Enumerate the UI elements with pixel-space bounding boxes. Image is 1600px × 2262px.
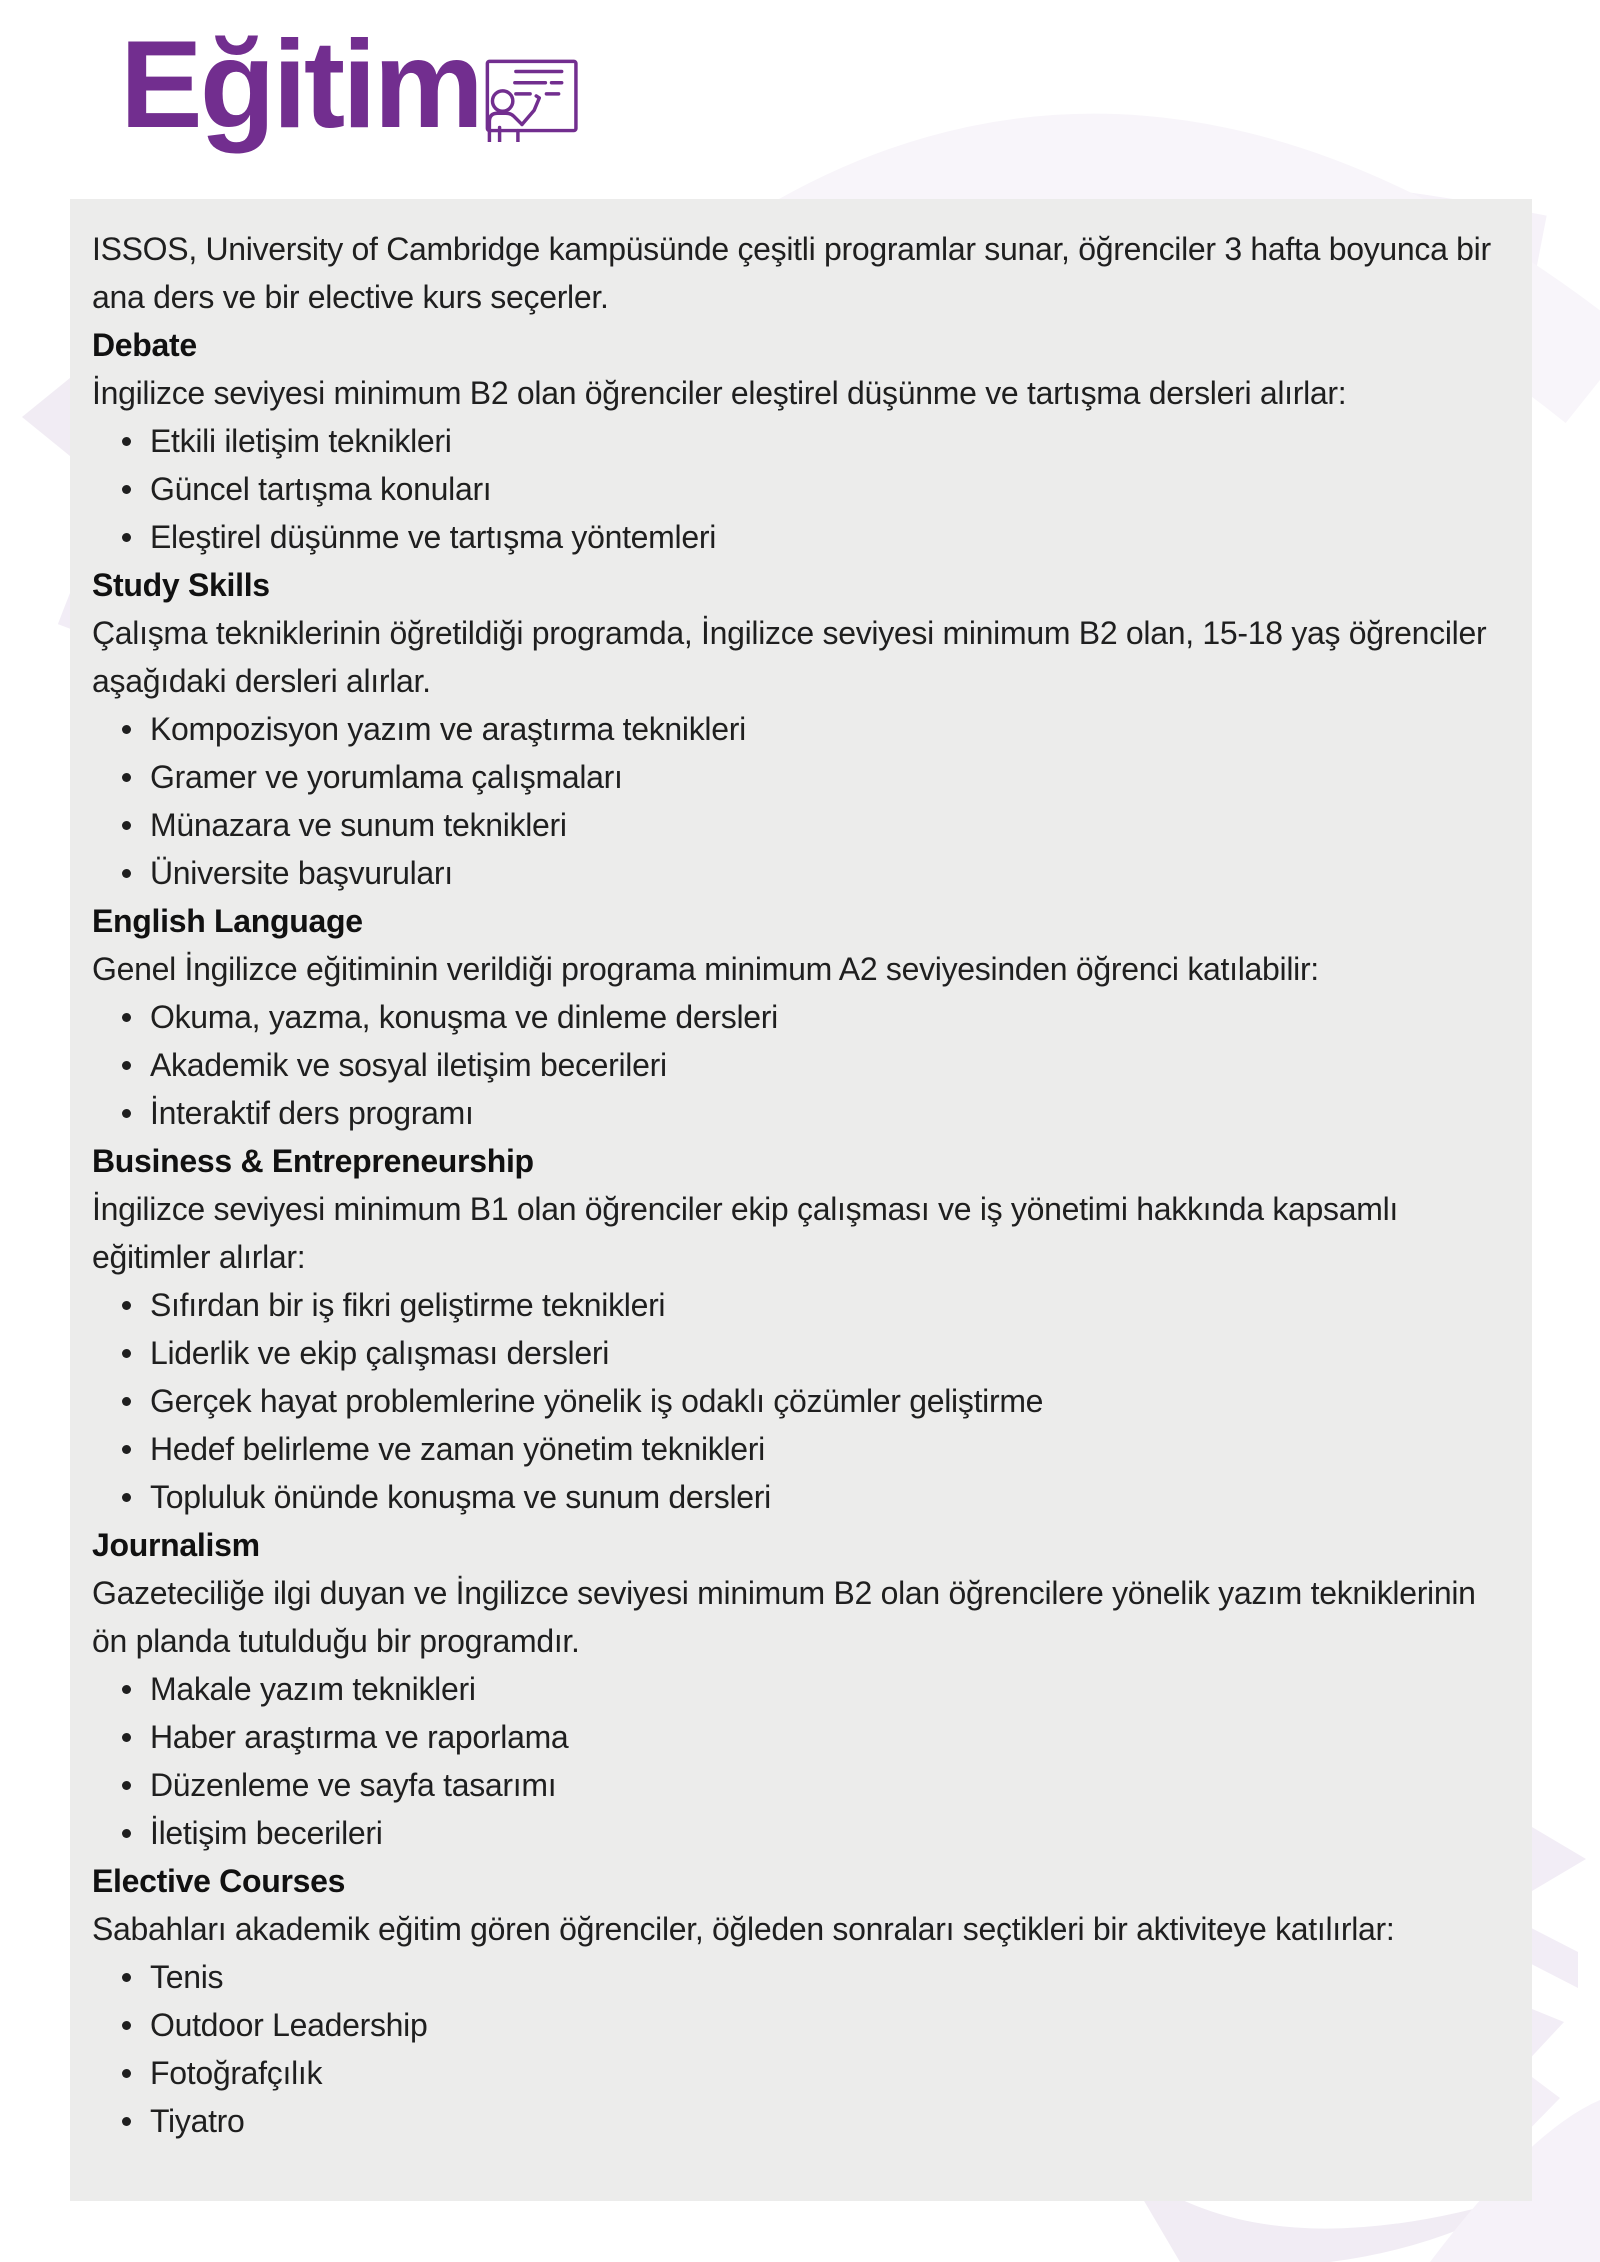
program-section [92, 1521, 1492, 1857]
page-header [0, 0, 1600, 199]
bullet-item: Eleştirel düşünme ve tartışma yöntemleri [92, 513, 1492, 561]
bullet-item: İnteraktif ders programı [92, 1089, 1492, 1137]
bullet-item: Haber araştırma ve raporlama [92, 1713, 1492, 1761]
section-description: İngilizce seviyesi minimum B1 olan öğrenciler ekip çalışması ve iş yönetimi hakkında kapsamlı eğitimler alırlar: [92, 1191, 1398, 1275]
bullet-item: Münazara ve sunum teknikleri [92, 801, 1492, 849]
program-section [92, 897, 1492, 1137]
section-heading: Debate [92, 327, 197, 363]
section-heading: Journalism [92, 1527, 260, 1563]
section-heading: Study Skills [92, 567, 270, 603]
program-section [92, 1137, 1492, 1521]
content-panel [70, 199, 1532, 2201]
bullet-item: Tiyatro [92, 2097, 1492, 2145]
section-bullet-list [92, 705, 1492, 897]
section-bullet-list [92, 1665, 1492, 1857]
intro-paragraph: ISSOS, University of Cambridge kampüsünde çeşitli programlar sunar, öğrenciler 3 hafta boyunca bir ana ders ve bir elective kurs seçerler. [92, 231, 1491, 315]
section-bullet-list [92, 993, 1492, 1137]
bullet-item: Akademik ve sosyal iletişim becerileri [92, 1041, 1492, 1089]
bullet-item: Topluluk önünde konuşma ve sunum dersleri [92, 1473, 1492, 1521]
presentation-board-icon [466, 56, 580, 142]
bullet-item: Makale yazım teknikleri [92, 1665, 1492, 1713]
bullet-item: İletişim becerileri [92, 1809, 1492, 1857]
bullet-item: Sıfırdan bir iş fikri geliştirme teknikleri [92, 1281, 1492, 1329]
bullet-item: Outdoor Leadership [92, 2001, 1492, 2049]
section-heading: Elective Courses [92, 1863, 346, 1899]
decor-arrow-left [22, 378, 70, 456]
section-heading: English Language [92, 903, 363, 939]
bullet-item: Gramer ve yorumlama çalışmaları [92, 753, 1492, 801]
bullet-item: Düzenleme ve sayfa tasarımı [92, 1761, 1492, 1809]
section-description: Çalışma tekniklerinin öğretildiği programda, İngilizce seviyesi minimum B2 olan, 15-18 yaş öğrenciler aşağıdaki dersleri alırlar. [92, 615, 1487, 699]
bullet-item: Fotoğrafçılık [92, 2049, 1492, 2097]
section-heading: Business & Entrepreneurship [92, 1143, 534, 1179]
bullet-item: Liderlik ve ekip çalışması dersleri [92, 1329, 1492, 1377]
program-section [92, 561, 1492, 897]
bullet-item: Okuma, yazma, konuşma ve dinleme dersleri [92, 993, 1492, 1041]
bullet-item: Üniversite başvuruları [92, 849, 1492, 897]
section-bullet-list [92, 417, 1492, 561]
section-description: İngilizce seviyesi minimum B2 olan öğrenciler eleştirel düşünme ve tartışma dersleri alırlar: [92, 375, 1347, 411]
bullet-item: Tenis [92, 1953, 1492, 2001]
section-bullet-list [92, 1953, 1492, 2145]
sections-container [92, 321, 1492, 2145]
bullet-item: Güncel tartışma konuları [92, 465, 1492, 513]
section-bullet-list [92, 1281, 1492, 1521]
section-description: Sabahları akademik eğitim gören öğrenciler, öğleden sonraları seçtikleri bir aktiviteye katılırlar: [92, 1911, 1395, 1947]
bullet-item: Gerçek hayat problemlerine yönelik iş odaklı çözümler geliştirme [92, 1377, 1492, 1425]
section-description: Gazeteciliğe ilgi duyan ve İngilizce seviyesi minimum B2 olan öğrencilere yönelik yazım tekniklerinin ön planda tutulduğu bir programdır. [92, 1575, 1476, 1659]
program-section [92, 321, 1492, 561]
page-title: Eğitim [120, 16, 481, 154]
program-section [92, 1857, 1492, 2145]
bullet-item: Etkili iletişim teknikleri [92, 417, 1492, 465]
bullet-item: Hedef belirleme ve zaman yönetim teknikleri [92, 1425, 1492, 1473]
section-description: Genel İngilizce eğitiminin verildiği programa minimum A2 seviyesinden öğrenci katılabilir: [92, 951, 1319, 987]
bullet-item: Kompozisyon yazım ve araştırma teknikleri [92, 705, 1492, 753]
